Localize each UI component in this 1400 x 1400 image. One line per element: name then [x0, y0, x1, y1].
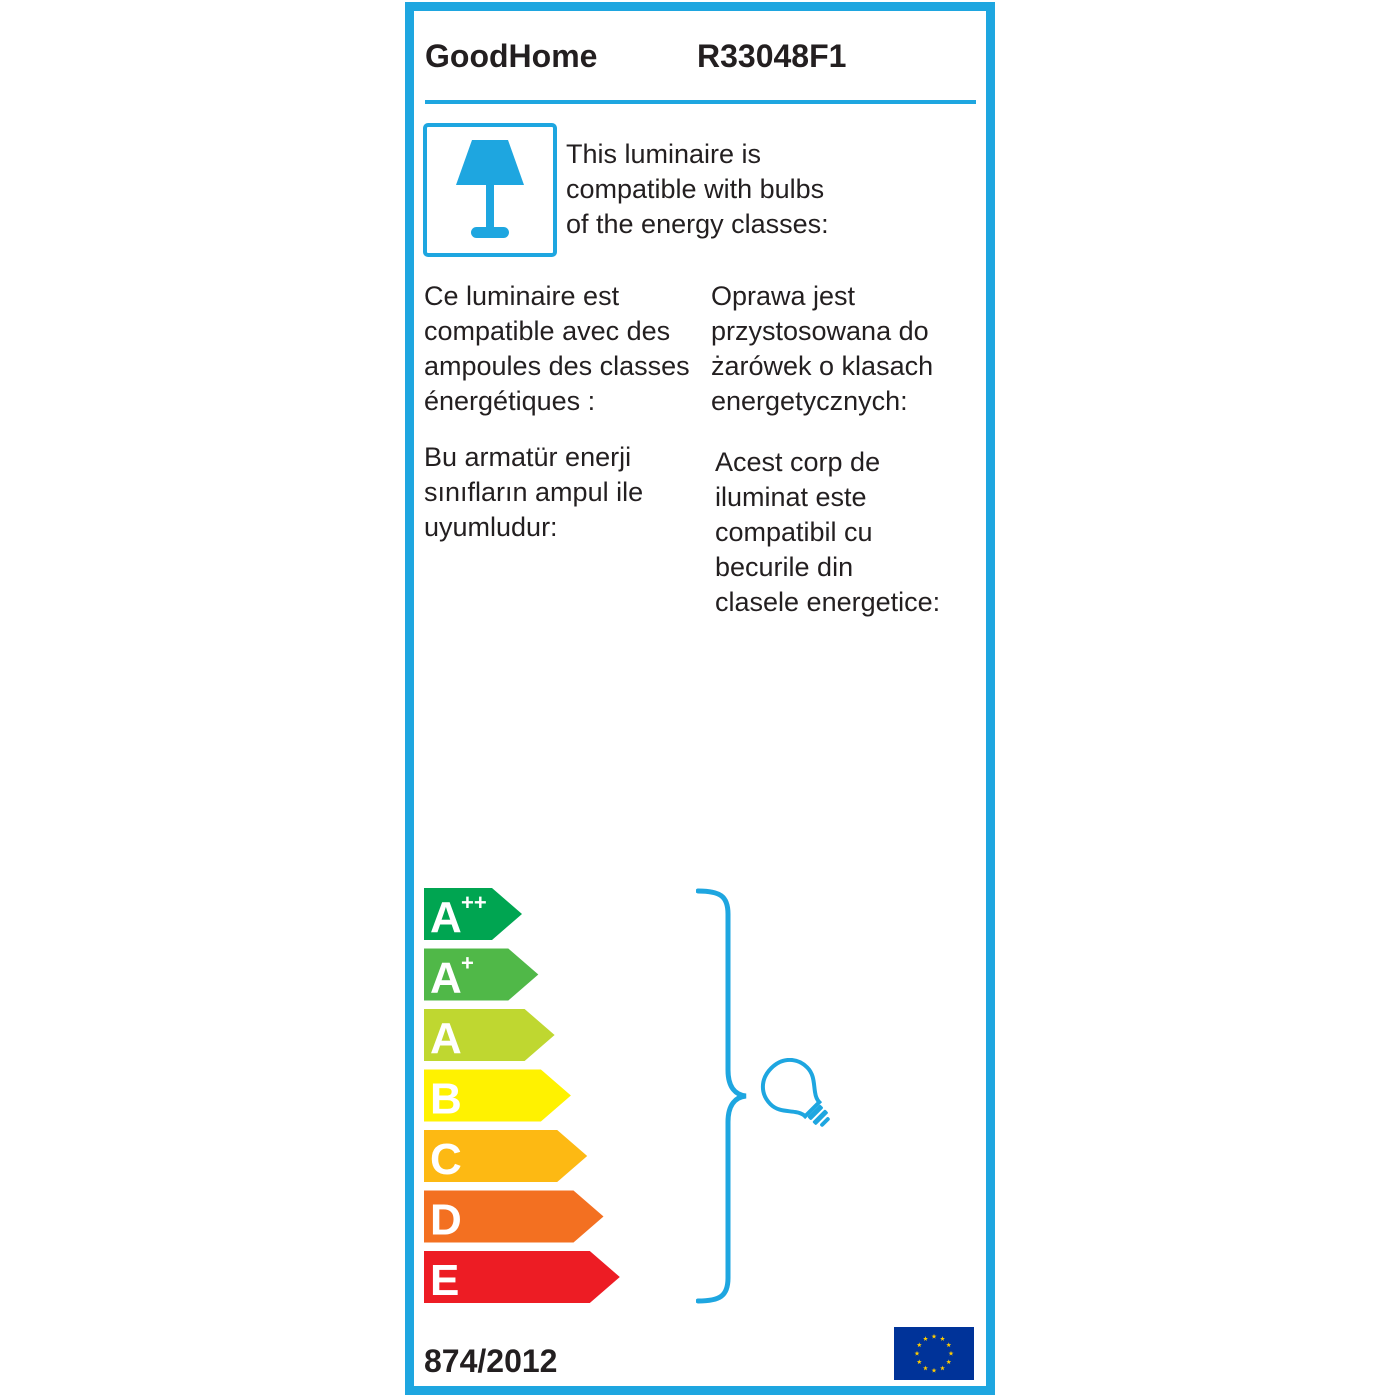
lamp-icon-box — [423, 123, 557, 257]
svg-text:+: + — [461, 950, 474, 976]
svg-text:C: C — [430, 1135, 462, 1184]
svg-text:A: A — [430, 953, 462, 1003]
energy-class-a-plus — [424, 949, 538, 1003]
energy-class-d — [424, 1191, 604, 1245]
eu-flag-icon — [894, 1327, 974, 1380]
energy-class-scale — [424, 888, 624, 1304]
header-divider — [425, 100, 976, 104]
brand-name: GoodHome — [425, 38, 598, 74]
svg-text:++: ++ — [461, 890, 487, 915]
svg-text:A: A — [430, 893, 462, 942]
energy-class-a-plus-plus — [424, 888, 522, 942]
svg-text:E: E — [430, 1256, 460, 1304]
model-number: R33048F1 — [697, 38, 847, 74]
svg-text:D: D — [430, 1195, 462, 1245]
table-lamp-icon — [427, 127, 553, 253]
light-bulb-icon — [757, 1058, 837, 1138]
intro-text-en: This luminaire is compatible with bulbs of the energy classes: — [566, 139, 829, 239]
svg-text:B: B — [430, 1074, 462, 1124]
regulation-number: 874/2012 — [424, 1343, 558, 1379]
energy-class-b — [424, 1070, 571, 1124]
energy-class-e — [424, 1251, 620, 1304]
text-pl: Oprawa jest przystosowana do żarówek o klasach energetycznych: — [711, 281, 934, 416]
text-tr: Bu armatür enerji sınıfların ampul ile uyumludur: — [424, 442, 644, 542]
energy-class-c — [424, 1130, 587, 1184]
text-fr: Ce luminaire est compatible avec des ampoules des classes énergétiques : — [424, 281, 690, 416]
svg-text:A: A — [430, 1014, 462, 1063]
compatible-range-brace — [696, 888, 748, 1304]
text-ro: Acest corp de iluminat este compatibil cu becurile din clasele energetice: — [715, 447, 941, 617]
energy-class-a — [424, 1009, 555, 1063]
